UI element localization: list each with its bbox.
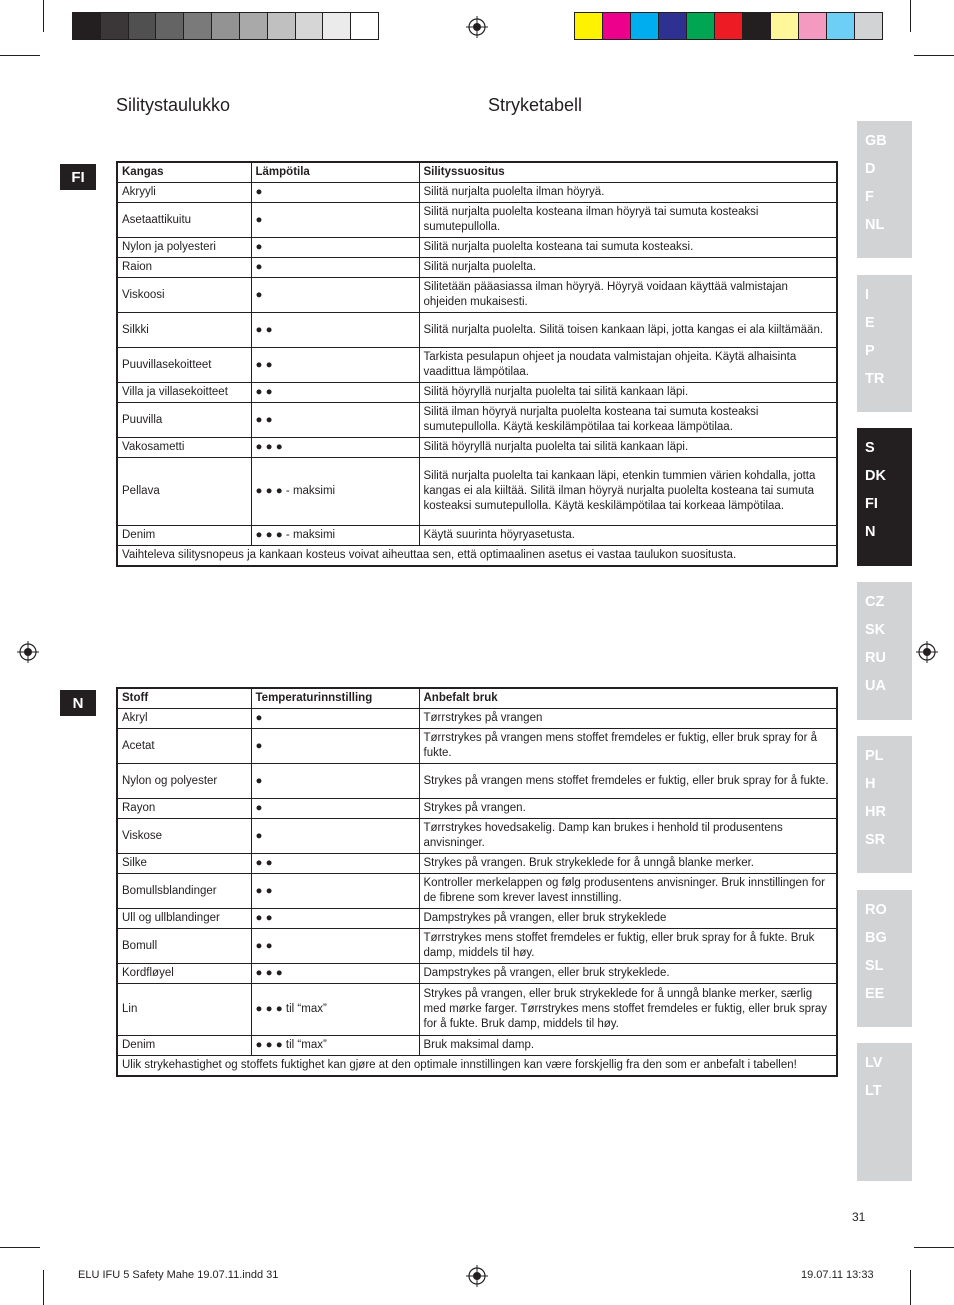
table-row <box>117 729 837 764</box>
temperature-cell: ● <box>251 709 419 729</box>
fabric-cell: Viskoosi <box>117 278 251 313</box>
table-note-row <box>117 546 837 567</box>
language-code: SR <box>865 832 886 848</box>
language-code: NL <box>865 217 885 233</box>
fabric-cell: Raion <box>117 258 251 278</box>
color-swatch <box>799 13 827 39</box>
temperature-cell: ● ● <box>251 854 419 874</box>
table-row <box>117 909 837 929</box>
table-row <box>117 874 837 909</box>
table-row <box>117 403 837 438</box>
language-code: D <box>865 161 876 177</box>
color-swatch <box>827 13 855 39</box>
color-swatch <box>659 13 687 39</box>
language-code: DK <box>865 468 886 484</box>
fabric-cell: Acetat <box>117 729 251 764</box>
language-tab-group <box>857 275 912 412</box>
fabric-cell: Bomull <box>117 929 251 964</box>
column-header-fabric: Kangas <box>117 162 251 183</box>
registration-mark-icon <box>466 16 488 38</box>
language-code: LT <box>865 1083 882 1099</box>
temperature-cell: ● <box>251 203 419 238</box>
advice-cell: Strykes på vrangen. <box>419 799 837 819</box>
advice-cell: Strykes på vrangen mens stoffet fremdeles er fuktig, eller bruk spray for å fukte. <box>419 764 837 799</box>
language-tab-group <box>857 121 912 258</box>
table-note-row <box>117 1056 837 1077</box>
advice-cell: Tørrstrykes hovedsakelig. Damp kan brukes i henhold til produsentens anvisninger. <box>419 819 837 854</box>
language-code: P <box>865 343 875 359</box>
temperature-cell: ● <box>251 238 419 258</box>
language-tab-group <box>857 428 912 566</box>
temperature-cell: ● ● ● <box>251 964 419 984</box>
column-header-fabric: Stoff <box>117 688 251 709</box>
advice-cell: Tørrstrykes på vrangen <box>419 709 837 729</box>
color-swatch <box>687 13 715 39</box>
footer-date-time: 19.07.11 13:33 <box>801 1269 874 1281</box>
language-code: BG <box>865 930 887 946</box>
advice-cell: Dampstrykes på vrangen, eller bruk strykeklede <box>419 909 837 929</box>
advice-cell: Silitä nurjalta puolelta tai kankaan läpi, etenkin tummien värien kohdalla, jotta kangas ei ala kiiltää. Silitä ilman höyryä nurjalta puolelta kosteana tai sumuta kosteaksi sumutepullolla. Käytä keskilämpötilaa tai korkeaa lämpötilaa. <box>419 458 837 526</box>
temperature-cell: ● ● <box>251 313 419 348</box>
fabric-cell: Denim <box>117 526 251 546</box>
temperature-cell: ● <box>251 764 419 799</box>
temperature-cell: ● ● <box>251 383 419 403</box>
registration-mark-icon <box>17 641 39 663</box>
table-row <box>117 458 837 526</box>
temperature-cell: ● ● <box>251 874 419 909</box>
temperature-cell: ● ● ● til “max” <box>251 1036 419 1056</box>
temperature-cell: ● <box>251 183 419 203</box>
temperature-cell: ● <box>251 819 419 854</box>
color-swatch <box>631 13 659 39</box>
advice-cell: Kontroller merkelappen og følg produsentens anvisninger. Bruk innstillingen for de fibrene som krever lavest innstilling. <box>419 874 837 909</box>
language-code: H <box>865 776 876 792</box>
color-swatch <box>743 13 771 39</box>
gray-swatch <box>156 13 184 39</box>
language-code: SK <box>865 622 886 638</box>
table-row <box>117 799 837 819</box>
advice-cell: Käytä suurinta höyryasetusta. <box>419 526 837 546</box>
language-label-n: N <box>60 690 96 716</box>
crop-mark <box>914 55 954 56</box>
table-row <box>117 964 837 984</box>
table-row <box>117 709 837 729</box>
temperature-cell: ● ● ● - maksimi <box>251 526 419 546</box>
table-row <box>117 984 837 1036</box>
language-tab-group <box>857 890 912 1027</box>
advice-cell: Silitetään pääasiassa ilman höyryä. Höyryä voidaan käyttää valmistajan ohjeiden mukaisesti. <box>419 278 837 313</box>
advice-cell: Silitä höyryllä nurjalta puolelta tai silitä kankaan läpi. <box>419 383 837 403</box>
gray-swatch <box>212 13 240 39</box>
crop-mark <box>910 0 911 32</box>
advice-cell: Strykes på vrangen, eller bruk strykeklede for å unngå blanke merker, særlig med mørke farger. Tørrstrykes mens stoffet fremdeles er fuktig, eller bruk spray for å fukte. Bruk damp, middels til høy. <box>419 984 837 1036</box>
crop-mark <box>0 1247 40 1248</box>
advice-cell: Silitä nurjalta puolelta ilman höyryä. <box>419 183 837 203</box>
table-note: Vaihteleva silitysnopeus ja kankaan kosteus voivat aiheuttaa sen, että optimaalinen asetus ei vastaa taulukon suositusta. <box>117 546 837 567</box>
fabric-cell: Puuvillasekoitteet <box>117 348 251 383</box>
gray-swatch <box>351 13 378 39</box>
temperature-cell: ● <box>251 799 419 819</box>
temperature-cell: ● ● ● - maksimi <box>251 458 419 526</box>
table-row <box>117 854 837 874</box>
language-code: E <box>865 315 875 331</box>
language-label-fi: FI <box>60 164 96 190</box>
advice-cell: Silitä ilman höyryä nurjalta puolelta kosteana tai sumuta kosteaksi sumutepullolla. Käytä keskilämpötilaa tai korkeaa lämpötilaa. <box>419 403 837 438</box>
column-header-advice: Anbefalt bruk <box>419 688 837 709</box>
temperature-cell: ● <box>251 278 419 313</box>
column-header-temperature: Temperaturinnstilling <box>251 688 419 709</box>
fabric-cell: Lin <box>117 984 251 1036</box>
language-code: EE <box>865 986 885 1002</box>
gray-swatch <box>323 13 351 39</box>
page-number: 31 <box>852 1210 866 1224</box>
fabric-cell: Viskose <box>117 819 251 854</box>
table-row <box>117 819 837 854</box>
advice-cell: Tarkista pesulapun ohjeet ja noudata valmistajan ohjeita. Käytä alhaisinta vaadittua lämpötilaa. <box>419 348 837 383</box>
language-code: CZ <box>865 594 885 610</box>
table-row <box>117 764 837 799</box>
temperature-cell: ● <box>251 258 419 278</box>
language-code: F <box>865 189 874 205</box>
temperature-cell: ● <box>251 729 419 764</box>
table-header-row <box>117 688 837 709</box>
temperature-cell: ● ● <box>251 909 419 929</box>
table-row <box>117 526 837 546</box>
advice-cell: Tørrstrykes på vrangen mens stoffet fremdeles er fuktig, eller bruk spray for å fukte. <box>419 729 837 764</box>
language-tab-group <box>857 736 912 873</box>
advice-cell: Tørrstrykes mens stoffet fremdeles er fuktig, eller bruk spray for å fukte. Bruk damp, middels til høy. <box>419 929 837 964</box>
fabric-cell: Nylon ja polyesteri <box>117 238 251 258</box>
fabric-cell: Villa ja villasekoitteet <box>117 383 251 403</box>
gray-swatch <box>268 13 296 39</box>
crop-mark <box>43 0 44 32</box>
footer-file-info: ELU IFU 5 Safety Mahe 19.07.11.indd 31 <box>78 1269 279 1281</box>
advice-cell: Silitä nurjalta puolelta kosteana ilman höyryä tai sumuta kosteaksi sumutepullolla. <box>419 203 837 238</box>
gray-swatch <box>101 13 129 39</box>
table-row <box>117 383 837 403</box>
gray-calibration-bar <box>72 12 379 40</box>
column-header-advice: Silityssuositus <box>419 162 837 183</box>
table-header-row <box>117 162 837 183</box>
temperature-cell: ● ● <box>251 348 419 383</box>
gray-swatch <box>240 13 268 39</box>
language-tab-group <box>857 582 912 720</box>
language-code: TR <box>865 371 885 387</box>
fabric-cell: Rayon <box>117 799 251 819</box>
language-code: LV <box>865 1055 883 1071</box>
language-tab-group <box>857 1043 912 1181</box>
advice-cell: Silitä nurjalta puolelta kosteana tai sumuta kosteaksi. <box>419 238 837 258</box>
color-calibration-bar <box>574 12 883 40</box>
language-code: FI <box>865 496 878 512</box>
temperature-cell: ● ● ● <box>251 438 419 458</box>
color-swatch <box>575 13 603 39</box>
language-code: RU <box>865 650 886 666</box>
language-code: RO <box>865 902 887 918</box>
color-swatch <box>715 13 743 39</box>
ironing-table-fi <box>116 161 838 567</box>
gray-swatch <box>129 13 157 39</box>
advice-cell: Strykes på vrangen. Bruk strykeklede for å unngå blanke merker. <box>419 854 837 874</box>
advice-cell: Bruk maksimal damp. <box>419 1036 837 1056</box>
gray-swatch <box>184 13 212 39</box>
fabric-cell: Silkki <box>117 313 251 348</box>
crop-mark <box>914 1247 954 1248</box>
registration-mark-icon <box>466 1265 488 1287</box>
language-code: PL <box>865 748 884 764</box>
fabric-cell: Akryyli <box>117 183 251 203</box>
table-row <box>117 929 837 964</box>
fabric-cell: Kordfløyel <box>117 964 251 984</box>
color-swatch <box>771 13 799 39</box>
crop-mark <box>0 55 40 56</box>
gray-swatch <box>296 13 324 39</box>
table-row <box>117 1036 837 1056</box>
language-code: I <box>865 287 870 303</box>
table-row <box>117 203 837 238</box>
heading-silitystaulukko: Silitystaulukko <box>116 95 231 115</box>
advice-cell: Silitä nurjalta puolelta. Silitä toisen kankaan läpi, jotta kangas ei ala kiiltämään. <box>419 313 837 348</box>
crop-mark <box>910 1270 911 1305</box>
language-code: N <box>865 524 876 540</box>
language-code: GB <box>865 133 887 149</box>
language-code: UA <box>865 678 886 694</box>
table-row <box>117 348 837 383</box>
fabric-cell: Pellava <box>117 458 251 526</box>
fabric-cell: Akryl <box>117 709 251 729</box>
color-swatch <box>603 13 631 39</box>
fabric-cell: Silke <box>117 854 251 874</box>
language-code: S <box>865 440 875 456</box>
advice-cell: Silitä höyryllä nurjalta puolelta tai silitä kankaan läpi. <box>419 438 837 458</box>
fabric-cell: Denim <box>117 1036 251 1056</box>
ironing-table-n <box>116 687 838 1077</box>
language-code: SL <box>865 958 884 974</box>
temperature-cell: ● ● <box>251 929 419 964</box>
language-code: HR <box>865 804 886 820</box>
fabric-cell: Vakosametti <box>117 438 251 458</box>
color-swatch <box>855 13 882 39</box>
table-row <box>117 183 837 203</box>
advice-cell: Silitä nurjalta puolelta. <box>419 258 837 278</box>
crop-mark <box>43 1270 44 1305</box>
table-row <box>117 238 837 258</box>
registration-mark-icon <box>916 641 938 663</box>
fabric-cell: Puuvilla <box>117 403 251 438</box>
table-note: Ulik strykehastighet og stoffets fuktighet kan gjøre at den optimale innstillingen kan være forskjellig fra den som er anbefalt i tabellen! <box>117 1056 837 1077</box>
temperature-cell: ● ● ● til “max” <box>251 984 419 1036</box>
gray-swatch <box>73 13 101 39</box>
column-header-temperature: Lämpötila <box>251 162 419 183</box>
table-row <box>117 278 837 313</box>
fabric-cell: Asetaattikuitu <box>117 203 251 238</box>
table-row <box>117 313 837 348</box>
heading-stryketabell: Stryketabell <box>488 95 583 115</box>
advice-cell: Dampstrykes på vrangen, eller bruk strykeklede. <box>419 964 837 984</box>
fabric-cell: Nylon og polyester <box>117 764 251 799</box>
fabric-cell: Ull og ullblandinger <box>117 909 251 929</box>
table-row <box>117 438 837 458</box>
table-row <box>117 258 837 278</box>
temperature-cell: ● ● <box>251 403 419 438</box>
fabric-cell: Bomullsblandinger <box>117 874 251 909</box>
